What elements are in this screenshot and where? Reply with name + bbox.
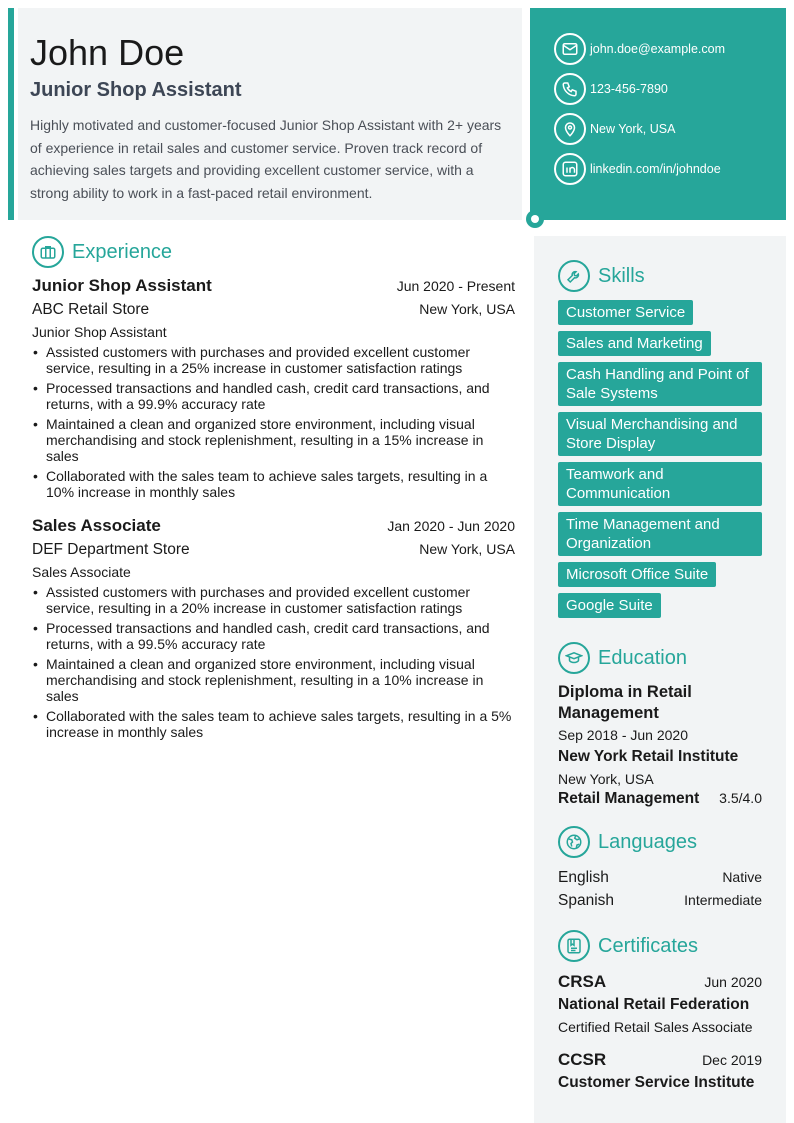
contact-email[interactable] — [554, 32, 786, 66]
contact-phone-text: 123-456-7890 — [590, 82, 668, 96]
education-title: Education — [598, 646, 687, 669]
job-bullet: • Maintained a clean and organized store environment, including visual merchandising and stock replenishment, resulting in a 10% increase in sales — [32, 656, 515, 704]
wrench-icon — [558, 260, 590, 292]
sidebar — [534, 236, 786, 1123]
languages-title: Languages — [598, 830, 697, 853]
skill-tag: Microsoft Office Suite — [558, 562, 716, 587]
header-accent-bar — [8, 8, 14, 220]
job-entry — [32, 274, 515, 500]
skill-tag: Google Suite — [558, 593, 661, 618]
skill-tag: Cash Handling and Point of Sale Systems — [558, 362, 762, 406]
job-bullet: • Processed transactions and handled cash, credit card transactions, and returns, with a 99.9% accuracy rate — [32, 380, 515, 412]
job-bullet: • Assisted customers with purchases and provided excellent customer service, resulting in a 25% increase in customer satisfaction ratings — [32, 344, 515, 376]
skills-title: Skills — [598, 264, 645, 287]
certificate-entry — [558, 1048, 762, 1094]
certificate-code: CCSR — [558, 1050, 607, 1069]
languages-header — [558, 826, 762, 858]
certificates-section — [558, 930, 762, 1094]
header-panel — [18, 8, 522, 220]
skill-tag: Visual Merchandising and Store Display — [558, 412, 762, 456]
contact-email-text: john.doe@example.com — [590, 42, 725, 56]
job-date: Jun 2020 - Present — [396, 278, 515, 294]
certificate-icon — [558, 930, 590, 962]
header-connector-dot — [526, 210, 544, 228]
job-bullet: • Collaborated with the sales team to achieve sales targets, resulting in a 5% increase in monthly sales — [32, 708, 515, 740]
contact-linkedin[interactable] — [554, 152, 786, 186]
job-entry — [32, 514, 515, 740]
job-bullet: • Processed transactions and handled cash, credit card transactions, and returns, with a 99.5% accuracy rate — [32, 620, 515, 652]
skill-tag: Time Management and Organization — [558, 512, 762, 556]
language-name: Spanish — [558, 892, 615, 909]
linkedin-icon — [554, 153, 586, 185]
job-bullet: • Maintained a clean and organized store environment, including visual merchandising and stock replenishment, resulting in a 15% increase in sales — [32, 416, 515, 464]
location-pin-icon — [554, 113, 586, 145]
certificate-date: Jun 2020 — [704, 974, 762, 990]
education-date: Sep 2018 - Jun 2020 — [558, 727, 688, 743]
skill-tag: Customer Service — [558, 300, 693, 325]
mail-icon — [554, 33, 586, 65]
language-name: English — [558, 869, 609, 886]
language-level: Native — [722, 869, 762, 885]
education-location: New York, USA — [558, 771, 654, 787]
education-degree: Diploma in Retail Management — [558, 683, 692, 722]
job-bullet: • Assisted customers with purchases and provided excellent customer service, resulting in a 20% increase in customer satisfaction ratings — [32, 584, 515, 616]
certificate-desc: Certified Retail Sales Associate — [558, 1019, 753, 1035]
profile-summary: Highly motivated and customer-focused Junior Shop Assistant with 2+ years of experience in retail sales and customer service. Proven track record of achieving sales targets and providing excellent customer service, with a strong ability to work in a fast-paced retail environment. — [30, 117, 502, 202]
languages-section — [558, 826, 762, 912]
skill-tag: Teamwork and Communication — [558, 462, 762, 506]
education-field: Retail Management — [558, 790, 700, 807]
education-school: New York Retail Institute — [558, 748, 739, 765]
job-location: New York, USA — [419, 301, 515, 317]
certificates-header — [558, 930, 762, 962]
skill-tag: Sales and Marketing — [558, 331, 711, 356]
job-company: DEF Department Store — [32, 541, 190, 558]
experience-title: Experience — [72, 240, 173, 263]
job-company: ABC Retail Store — [32, 301, 150, 318]
globe-icon — [558, 826, 590, 858]
candidate-title: Junior Shop Assistant — [30, 79, 242, 101]
briefcase-icon — [32, 236, 64, 268]
job-role: Sales Associate — [32, 516, 161, 535]
certificate-org: National Retail Federation — [558, 996, 750, 1013]
certificate-date: Dec 2019 — [702, 1052, 762, 1068]
certificates-title: Certificates — [598, 934, 699, 957]
contact-location-text: New York, USA — [590, 122, 676, 136]
graduation-cap-icon — [558, 642, 590, 674]
contact-phone[interactable] — [554, 72, 786, 106]
job-bullets — [32, 584, 515, 740]
phone-icon — [554, 73, 586, 105]
skills-section — [558, 260, 762, 624]
skills-list — [558, 300, 762, 624]
skills-header — [558, 260, 762, 292]
main-column — [32, 236, 515, 754]
job-date: Jan 2020 - Jun 2020 — [387, 518, 515, 534]
education-header — [558, 642, 762, 674]
language-row — [558, 866, 762, 889]
certificate-code: CRSA — [558, 972, 607, 991]
job-subtitle: Sales Associate — [32, 564, 131, 580]
candidate-name: John Doe — [30, 32, 185, 73]
contact-location — [554, 112, 786, 146]
language-row — [558, 889, 762, 912]
contact-linkedin-text: linkedin.com/in/johndoe — [590, 162, 721, 176]
job-subtitle: Junior Shop Assistant — [32, 324, 167, 340]
certificate-org: Customer Service Institute — [558, 1074, 755, 1091]
experience-header — [32, 236, 515, 268]
education-section — [558, 642, 762, 808]
contact-panel — [530, 8, 786, 220]
education-gpa: 3.5/4.0 — [719, 790, 762, 806]
language-level: Intermediate — [684, 892, 762, 908]
job-bullets — [32, 344, 515, 500]
job-role: Junior Shop Assistant — [32, 276, 212, 295]
job-location: New York, USA — [419, 541, 515, 557]
certificate-entry — [558, 970, 762, 1038]
job-bullet: • Collaborated with the sales team to achieve sales targets, resulting in a 10% increase in monthly sales — [32, 468, 515, 500]
